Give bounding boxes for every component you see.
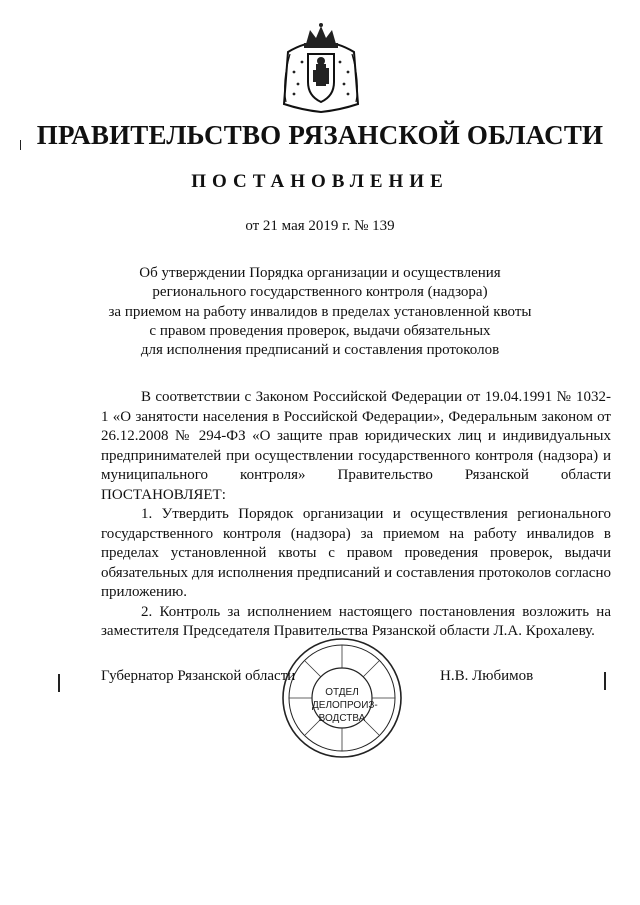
- stamp-line: ОТДЕЛ: [325, 687, 359, 698]
- document-date-number: от 21 мая 2019 г. № 139: [245, 218, 395, 234]
- subject-line: для исполнения предписаний и составления протоколов: [140, 342, 500, 359]
- subject-line: с правом проведения проверок, выдачи обязательных: [149, 322, 491, 339]
- signatory-position: Губернатор Рязанской области: [101, 668, 296, 684]
- scan-mark: [58, 674, 60, 692]
- document-type: ПОСТАНОВЛЕНИЕ: [191, 171, 449, 192]
- subject-line: Об утверждении Порядка организации и осуществления: [139, 265, 501, 281]
- subject-line: за приемом на работу инвалидов в пределах установленной квоты: [108, 303, 532, 320]
- preamble-paragraph: В соответствии с Законом Российской Федерации от 19.04.1991 № 1032-1 «О занятости населения в Российской Федерации», Федеральным законом от 26.12.2008 № 294-ФЗ «О защите прав юридических лиц и индивидуальных предпринимателей при осуществлении государственного контроля (надзора) и муниципального контроля» Правительство Рязанской области ПОСТАНОВЛЯЕТ:: [101, 389, 611, 503]
- scan-mark: [604, 672, 606, 690]
- organization-title: ПРАВИТЕЛЬСТВО РЯЗАНСКОЙ ОБЛАСТИ: [36, 120, 604, 150]
- stamp-text: [312, 686, 378, 725]
- subject-line: регионального государственного контроля (надзора): [152, 284, 488, 301]
- coat-of-arms-icon: [280, 22, 362, 114]
- item-2-paragraph: 2. Контроль за исполнением настоящего постановления возложить на заместителя Председателя Правительства Рязанской области Л.А. Крохалеву.: [101, 603, 611, 639]
- stamp-line: ДЕЛОПРОИЗ-: [312, 700, 378, 711]
- scan-mark: [20, 140, 21, 150]
- document-subject: [40, 264, 600, 360]
- signatory-name: Н.В. Любимов: [440, 668, 534, 684]
- item-1-paragraph: 1. Утвердить Порядок организации и осуществления регионального государственного контроля (надзора) за приемом на работу инвалидов в пределах установленной квоты с правом проведения проверок, выдачи обязательных для исполнения предписаний и составления протоколов согласно приложению.: [101, 506, 611, 600]
- stamp-line: ВОДСТВА: [318, 713, 366, 724]
- document-body: [101, 388, 611, 642]
